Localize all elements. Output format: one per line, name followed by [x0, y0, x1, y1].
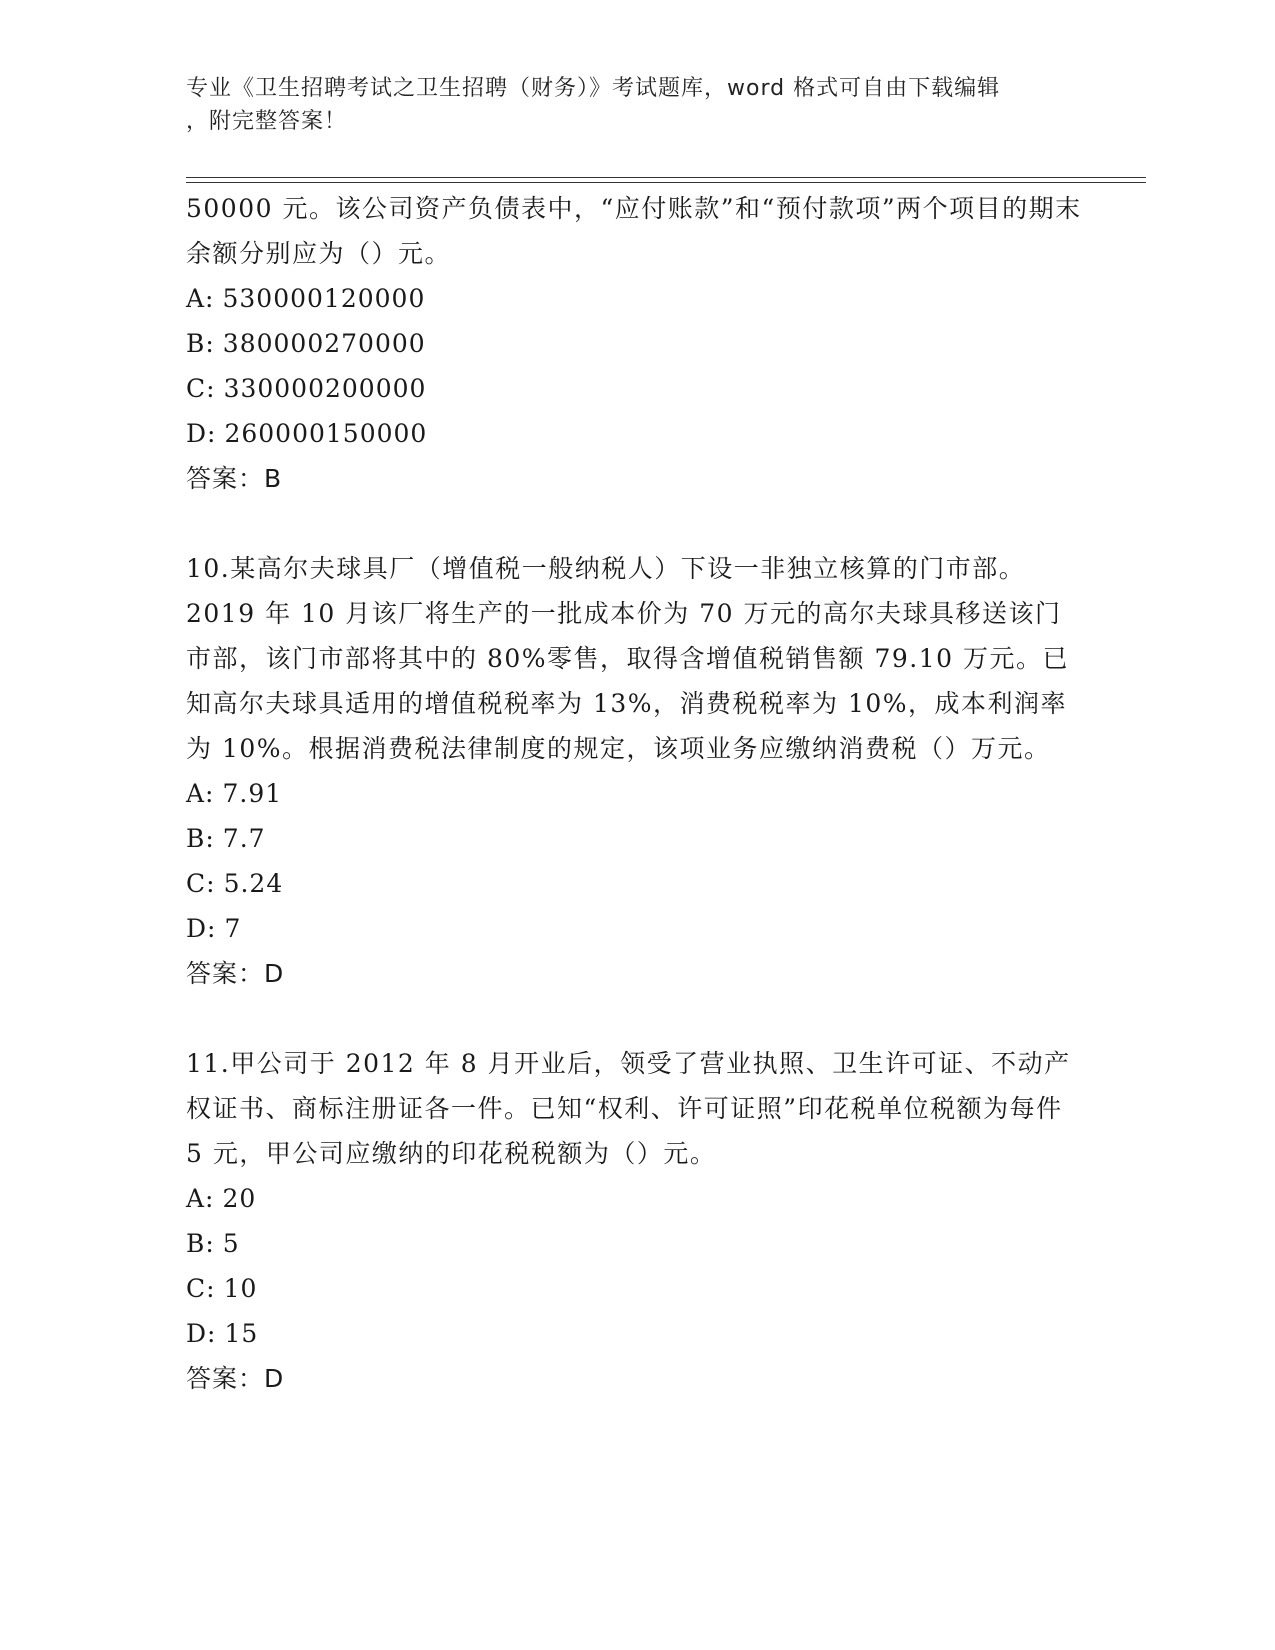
answer-text: 答案：D — [186, 959, 285, 988]
option-label: A: — [186, 284, 215, 313]
option-d — [186, 906, 1086, 951]
option-label: C: — [186, 374, 216, 403]
option-label: D: — [186, 1319, 217, 1348]
answer-text: 答案：B — [186, 464, 283, 493]
question-stem: 11.甲公司于 2012 年 8 月开业后，领受了营业执照、卫生许可证、不动产权证书、商标注册证各一件。已知“权利、许可证照”印花税单位税额为每件 5 元，甲公司应缴纳的印花税税额为（）元。 — [186, 1049, 1071, 1168]
option-label: C: — [186, 1274, 216, 1303]
header-line-2: ，附完整答案！ — [186, 109, 348, 134]
question-stem: 50000 元。该公司资产负债表中，“应付账款”和“预付款项”两个项目的期末余额分别应为（）元。 — [186, 194, 1082, 268]
header-divider-bottom — [186, 182, 1146, 183]
option-value: 7.7 — [222, 824, 266, 853]
option-value: 380000270000 — [222, 329, 426, 358]
option-c — [186, 366, 1086, 411]
option-value: 15 — [224, 1319, 259, 1348]
question-item — [186, 1041, 1086, 1401]
option-value: 10 — [223, 1274, 258, 1303]
option-label: C: — [186, 869, 216, 898]
question-item — [186, 186, 1086, 501]
question-item — [186, 546, 1086, 996]
header-line-1: 专业《卫生招聘考试之卫生招聘（财务）》考试题库，word 格式可自由下载编辑 — [186, 76, 1001, 101]
option-label: A: — [186, 1184, 215, 1213]
option-d — [186, 1311, 1086, 1356]
option-value: 5 — [222, 1229, 240, 1258]
option-value: 7 — [224, 914, 242, 943]
question-list — [186, 186, 1086, 1401]
answer-text: 答案：D — [186, 1364, 285, 1393]
question-stem: 10.某高尔夫球具厂（增值税一般纳税人）下设一非独立核算的门市部。2019 年 10 月该厂将生产的一批成本价为 70 万元的高尔夫球具移送该门市部，该门市部将其中的 80%零售，取得含增值税销售额 79.10 万元。已知高尔夫球具适用的增值税税率为 13%，消费税税率为 10%，成本利润率为 10%。根据消费税法律制度的规定，该项业务应缴纳消费税（）万元。 — [186, 554, 1069, 763]
option-value: 20 — [222, 1184, 257, 1213]
option-label: D: — [186, 914, 217, 943]
option-label: B: — [186, 1229, 215, 1258]
option-b — [186, 1221, 1086, 1266]
option-label: B: — [186, 824, 215, 853]
option-c — [186, 861, 1086, 906]
option-b — [186, 321, 1086, 366]
option-d — [186, 411, 1086, 456]
option-b — [186, 816, 1086, 861]
option-value: 260000150000 — [224, 419, 428, 448]
option-label: A: — [186, 779, 215, 808]
option-value: 7.91 — [222, 779, 283, 808]
option-value: 330000200000 — [223, 374, 427, 403]
document-header — [186, 72, 1086, 138]
option-c — [186, 1266, 1086, 1311]
header-divider-top — [186, 177, 1146, 178]
option-value: 530000120000 — [222, 284, 426, 313]
option-a — [186, 276, 1086, 321]
option-a — [186, 1176, 1086, 1221]
option-a — [186, 771, 1086, 816]
option-label: D: — [186, 419, 217, 448]
option-value: 5.24 — [223, 869, 284, 898]
option-label: B: — [186, 329, 215, 358]
